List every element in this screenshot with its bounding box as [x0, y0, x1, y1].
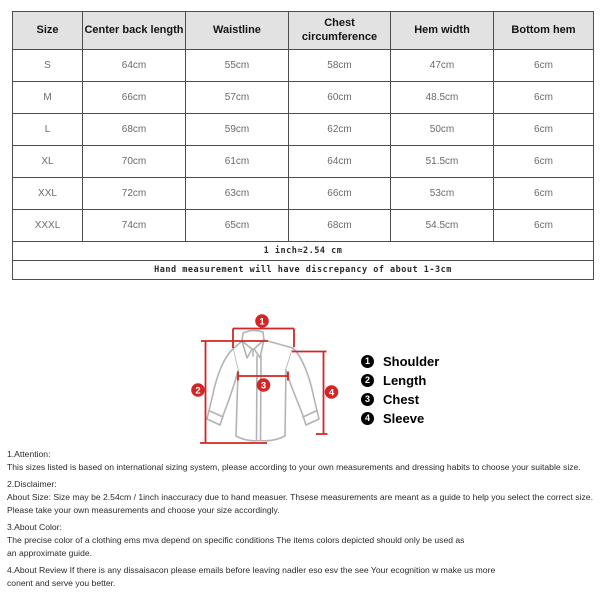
cell: 65cm	[186, 210, 289, 242]
section-about-color	[7, 521, 599, 560]
section-title: 2.Disclaimer:	[7, 479, 57, 489]
measurement-legend	[361, 352, 439, 428]
legend-item-chest	[361, 390, 439, 409]
cell: 64cm	[83, 50, 186, 82]
cell: 60cm	[289, 82, 391, 114]
cell: 72cm	[83, 178, 186, 210]
circled-number-icon: 3	[361, 393, 374, 406]
cell: 47cm	[391, 50, 494, 82]
cell: S	[13, 50, 83, 82]
section-about-review	[7, 564, 599, 590]
cell: 50cm	[391, 114, 494, 146]
cell: 66cm	[83, 82, 186, 114]
cell: 58cm	[289, 50, 391, 82]
legend-item-sleeve	[361, 409, 439, 428]
cell: 54.5cm	[391, 210, 494, 242]
table-row-s	[13, 50, 594, 82]
section-title: 3.About Color:	[7, 522, 62, 532]
cell: 74cm	[83, 210, 186, 242]
cell: 6cm	[494, 210, 594, 242]
marker-4-number: 4	[328, 387, 335, 399]
cell: XXL	[13, 178, 83, 210]
section-title: 4.About Review	[7, 565, 68, 575]
marker-3-number: 3	[260, 380, 267, 392]
legend-label: Sleeve	[383, 411, 425, 426]
cell: XXXL	[13, 210, 83, 242]
cell: 61cm	[186, 146, 289, 178]
marker-1-number: 1	[259, 316, 265, 328]
cell: 63cm	[186, 178, 289, 210]
header-size: Size	[13, 12, 83, 50]
cell: 68cm	[83, 114, 186, 146]
section-text: This sizes listed is based on international sizing system, please according to your own measurements and dressing habits to choose your suitable size.	[7, 462, 581, 472]
table-row-xxxl	[13, 210, 594, 242]
cell: 64cm	[289, 146, 391, 178]
cell: M	[13, 82, 83, 114]
header-waistline: Waistline	[186, 12, 289, 50]
header-chest-circumference: Chest circumference	[289, 12, 391, 50]
cell: L	[13, 114, 83, 146]
circled-number-icon: 4	[361, 412, 374, 425]
hand-measurement-note: Hand measurement will have discrepancy of about 1-3cm	[13, 261, 594, 280]
cell: 53cm	[391, 178, 494, 210]
section-text: conent and serve you better.	[7, 578, 116, 588]
cell: 62cm	[289, 114, 391, 146]
info-sections	[7, 448, 599, 594]
table-header-row	[13, 12, 594, 50]
shirt-measurement-diagram	[150, 308, 370, 453]
section-text: About Size: Size may be 2.54cm / 1inch inaccuracy due to hand measuer. Thsese measurements are meant as a guide to help you select the correct size.	[7, 492, 593, 502]
size-table	[12, 11, 594, 280]
header-center-back-length: Center back length	[83, 12, 186, 50]
inch-conversion-note: 1 inch≈2.54 cm	[13, 242, 594, 261]
circled-number-icon: 2	[361, 374, 374, 387]
marker-2-number: 2	[195, 385, 201, 397]
legend-label: Shoulder	[383, 354, 440, 369]
header-hem-width: Hem width	[391, 12, 494, 50]
cell: 57cm	[186, 82, 289, 114]
cell: 51.5cm	[391, 146, 494, 178]
cell: 59cm	[186, 114, 289, 146]
legend-item-shoulder	[361, 352, 439, 371]
table-row-l	[13, 114, 594, 146]
cell: 66cm	[289, 178, 391, 210]
circled-number-icon: 1	[361, 355, 374, 368]
section-text: The precise color of a clothing ems mva depend on specific conditions The items colors depicted should only be used as	[7, 535, 465, 545]
section-attention	[7, 448, 599, 474]
legend-label: Length	[383, 373, 427, 388]
section-disclaimer	[7, 478, 599, 517]
cell: 68cm	[289, 210, 391, 242]
section-text: an approximate guide.	[7, 548, 93, 558]
legend-label: Chest	[383, 392, 420, 407]
table-note-row-measurement	[13, 261, 594, 280]
section-title: 1.Attention:	[7, 449, 51, 459]
table-row-m	[13, 82, 594, 114]
cell: 6cm	[494, 178, 594, 210]
section-text	[7, 564, 599, 577]
cell: 6cm	[494, 50, 594, 82]
table-row-xl	[13, 146, 594, 178]
table-note-row-inch	[13, 242, 594, 261]
cell: 55cm	[186, 50, 289, 82]
cell: 6cm	[494, 82, 594, 114]
cell: XL	[13, 146, 83, 178]
section-text: If there is any dissaisacon please emails before leaving nadler eso esv the see Your ecognition w make us more	[69, 565, 496, 575]
header-bottom-hem: Bottom hem	[494, 12, 594, 50]
legend-item-length	[361, 371, 439, 390]
section-text: Please take your own measurements and choose your size accordingly.	[7, 505, 280, 515]
cell: 48.5cm	[391, 82, 494, 114]
table-row-xxl	[13, 178, 594, 210]
cell: 6cm	[494, 114, 594, 146]
cell: 70cm	[83, 146, 186, 178]
cell: 6cm	[494, 146, 594, 178]
